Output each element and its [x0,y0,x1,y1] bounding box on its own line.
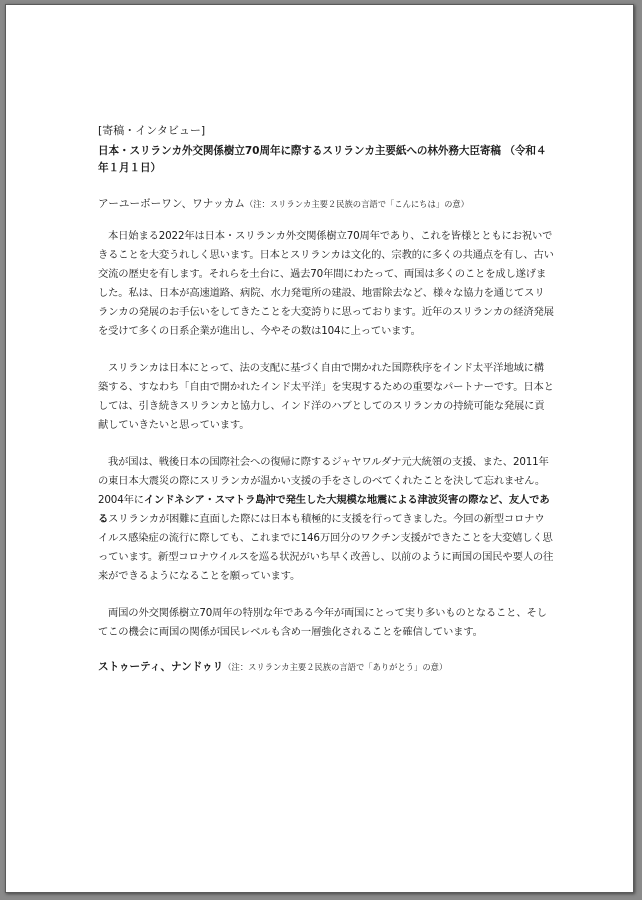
greeting [98,197,554,211]
closing-text: ストゥーティ、ナンドゥリ [98,661,224,673]
paragraph-1: 本日始まる2022年は日本・スリランカ外交関係樹立70周年であり、これを皆様とともにお祝いできることを大変うれしく思います。日本とスリランカは文化的、宗教的に多くの共通点を有し、古い交流の歴史を有します。それらを土台に、過去70年間にわたって、両国は多くのことを成し遂げました。私は、日本が高速道路、病院、水力発電所の建設、地雷除去など、様々な協力を通じてスリランカの発展のお手伝いをしてきたことを大変誇りに思っております。近年のスリランカの経済発展を受けて多くの日系企業が進出し、今やその数は104に上っています。 [98,230,554,337]
greeting-note: （注：スリランカ主要２民族の言語で「こんにちは」の意） [244,199,469,209]
paragraph-2: スリランカは日本にとって、法の支配に基づく自由で開かれた国際秩序をインド太平洋地域に構築する、すなわち「自由で開かれたインド太平洋」を実現するための重要なパートナーです。日本としては、引き続きスリランカと協力し、インド洋のハブとしてのスリランカの持続可能な発展に貢献していきたいと思っています。 [98,362,554,431]
category-tag: [寄稿・インタビュー] [98,124,206,137]
paragraph-4: 両国の外交関係樹立70周年の特別な年である今年が両国にとって実り多いものとなること、そしてこの機会に両国の関係が国民レベルも含め一層強化されることを確信しています。 [98,607,547,638]
paragraph-3-after: スリランカが困難に直面した際には日本も積極的に支援を行ってきました。今回の新型コロナウイルス感染症の流行に際しても、これまでに146万回分のワクチン支援ができたことを大変嬉しく思っています。新型コロナウイルスを巡る状況がいち早く改善し、以前のように両国の国民や要人の往来ができるようになることを願っています。 [98,513,554,582]
document-page [5,4,634,893]
paragraph-3-emphasis: インドネシア・スマトラ島沖で発生した大規模な地震による津波災害の際など、友人である [98,494,550,525]
paragraph-3 [98,453,554,586]
closing [98,660,554,674]
document-body [98,123,554,674]
document-title: 日本・スリランカ外交関係樹立70周年に際するスリランカ主要紙への林外務大臣寄稿 （令和４年１月１日） [98,145,547,174]
closing-note: （注：スリランカ主要２民族の言語で「ありがとう」の意） [223,662,448,672]
paragraph-3-before: 我が国は、戦後日本の国際社会への復帰に際するジャヤワルダナ元大統領の支援、また、2011年の東日本大震災の際にスリランカが温かい支援の手をさしのべてくれたことを決して忘れません。2004年に [98,456,549,506]
greeting-text: アーユーボーワン、ワナッカム [98,198,245,210]
